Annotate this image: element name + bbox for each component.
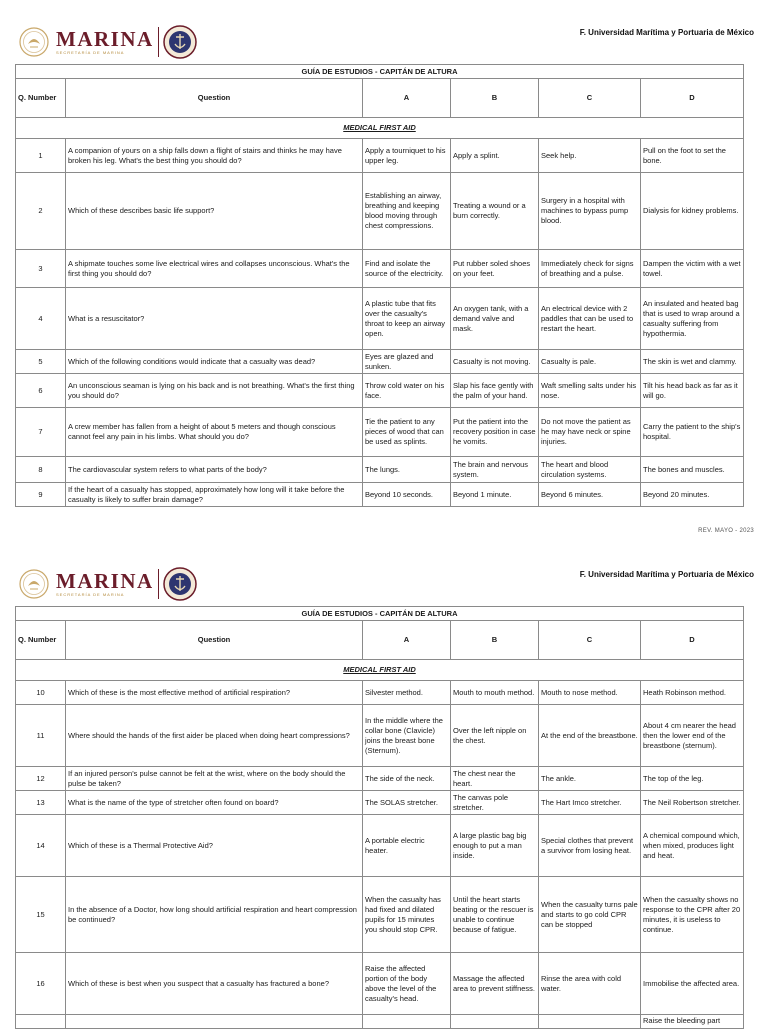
option-c: Surgery in a hospital with machines to bypass pump blood.	[539, 173, 641, 250]
option-c: When the casualty turns pale and starts to go cold CPR can be stopped	[539, 877, 641, 953]
option-a: Find and isolate the source of the electricity.	[363, 250, 451, 288]
logo-subtitle: SECRETARÍA DE MARINA	[56, 50, 125, 55]
page-header	[0, 0, 768, 60]
option-c: The heart and blood circulation systems.	[539, 457, 641, 483]
option-a: The lungs.	[363, 457, 451, 483]
naval-emblem-icon	[163, 567, 197, 601]
column-header-b: B	[451, 621, 539, 660]
table-row	[16, 374, 744, 408]
question-number: 5	[16, 350, 66, 374]
option-c: An electrical device with 2 paddles that can be used to restart the heart.	[539, 288, 641, 350]
column-header-a: A	[363, 621, 451, 660]
table-row	[16, 1015, 744, 1029]
option-c: The Hart Imco stretcher.	[539, 791, 641, 815]
table-row	[16, 791, 744, 815]
option-b: Put rubber soled shoes on your feet.	[451, 250, 539, 288]
option-c	[539, 1015, 641, 1029]
question-number: 1	[16, 139, 66, 173]
table-row	[16, 767, 744, 791]
institution-name: F. Universidad Marítima y Portuaria de México	[579, 28, 754, 37]
option-d: Dialysis for kidney problems.	[641, 173, 744, 250]
option-b: Treating a wound or a burn correctly.	[451, 173, 539, 250]
column-header-c: C	[539, 621, 641, 660]
question-text: An unconscious seaman is lying on his back and is not breathing. What's the first thing you should do?	[66, 374, 363, 408]
question-number: 16	[16, 953, 66, 1015]
option-b	[451, 1015, 539, 1029]
question-number: 15	[16, 877, 66, 953]
option-d: About 4 cm nearer the head then the lower end of the breastbone (sternum).	[641, 705, 744, 767]
option-d: Carry the patient to the ship's hospital.	[641, 408, 744, 457]
question-number: 8	[16, 457, 66, 483]
question-number: 4	[16, 288, 66, 350]
section-heading: MEDICAL FIRST AID	[16, 118, 744, 139]
table-row	[16, 173, 744, 250]
option-a: Apply a tourniquet to his upper leg.	[363, 139, 451, 173]
option-b: Massage the affected area to prevent stiffness.	[451, 953, 539, 1015]
option-a: Tie the patient to any pieces of wood that can be used as splints.	[363, 408, 451, 457]
table-row	[16, 815, 744, 877]
option-b: The chest near the heart.	[451, 767, 539, 791]
question-text: In the absence of a Doctor, how long should artificial respiration and heart compression be continued?	[66, 877, 363, 953]
question-text: A crew member has fallen from a height of about 5 meters and though conscious cannot feel any pain in his limbs. What should you do?	[66, 408, 363, 457]
question-text: What is a resuscitator?	[66, 288, 363, 350]
table-row	[16, 139, 744, 173]
mexican-eagle-seal-icon	[18, 568, 50, 600]
option-d: An insulated and heated bag that is used to wrap around a casualty suffering from hypothermia.	[641, 288, 744, 350]
option-c: At the end of the breastbone.	[539, 705, 641, 767]
option-c: Do not move the patient as he may have neck or spine injuries.	[539, 408, 641, 457]
question-text: Which of the following conditions would indicate that a casualty was dead?	[66, 350, 363, 374]
option-d: The bones and muscles.	[641, 457, 744, 483]
column-header-a: A	[363, 79, 451, 118]
marina-logo	[18, 564, 197, 604]
option-b: Over the left nipple on the chest.	[451, 705, 539, 767]
table-row	[16, 408, 744, 457]
option-c: Immediately check for signs of breathing and a pulse.	[539, 250, 641, 288]
option-b: The canvas pole stretcher.	[451, 791, 539, 815]
table-row	[16, 457, 744, 483]
table-row	[16, 350, 744, 374]
option-b: Slap his face gently with the palm of your hand.	[451, 374, 539, 408]
option-d: Pull on the foot to set the bone.	[641, 139, 744, 173]
question-number: 10	[16, 681, 66, 705]
question-number: 11	[16, 705, 66, 767]
revision-label: REV. MAYO - 2023	[698, 528, 754, 534]
table-title: GUÍA DE ESTUDIOS - CAPITÁN DE ALTURA	[16, 65, 744, 79]
option-b: Mouth to mouth method.	[451, 681, 539, 705]
question-text: The cardiovascular system refers to what parts of the body?	[66, 457, 363, 483]
option-b: Casualty is not moving.	[451, 350, 539, 374]
question-number: 14	[16, 815, 66, 877]
option-c: Waft smelling salts under his nose.	[539, 374, 641, 408]
option-b: Until the heart starts beating or the rescuer is unable to continue because of fatigue.	[451, 877, 539, 953]
option-a: The side of the neck.	[363, 767, 451, 791]
column-header-c: C	[539, 79, 641, 118]
question-number: 12	[16, 767, 66, 791]
section-heading: MEDICAL FIRST AID	[16, 660, 744, 681]
option-a: Raise the affected portion of the body above the level of the casualty's head.	[363, 953, 451, 1015]
question-text: A companion of yours on a ship falls down a flight of stairs and thinks he may have broken his leg. What's the best thing you should do?	[66, 139, 363, 173]
option-a: Silvester method.	[363, 681, 451, 705]
question-text: Which of these is the most effective method of artificial respiration?	[66, 681, 363, 705]
question-text: Which of these is best when you suspect that a casualty has fractured a bone?	[66, 953, 363, 1015]
table-title: GUÍA DE ESTUDIOS - CAPITÁN DE ALTURA	[16, 607, 744, 621]
option-d: A chemical compound which, when mixed, produces light and heat.	[641, 815, 744, 877]
option-c: Special clothes that prevent a survivor from losing heat.	[539, 815, 641, 877]
column-header-b: B	[451, 79, 539, 118]
question-text: What is the name of the type of stretcher often found on board?	[66, 791, 363, 815]
question-text: If an injured person's pulse cannot be felt at the wrist, where on the body should the pulse be taken?	[66, 767, 363, 791]
study-guide-table	[15, 606, 744, 1029]
question-number: 3	[16, 250, 66, 288]
question-text: Where should the hands of the first aider be placed when doing heart compressions?	[66, 705, 363, 767]
option-a	[363, 1015, 451, 1029]
option-b: Beyond 1 minute.	[451, 483, 539, 507]
option-a: Throw cold water on his face.	[363, 374, 451, 408]
table-header-row	[16, 621, 744, 660]
logo-divider	[158, 569, 159, 599]
question-number: 13	[16, 791, 66, 815]
option-a: A plastic tube that fits over the casualty's throat to keep an airway open.	[363, 288, 451, 350]
option-d: Immobilise the affected area.	[641, 953, 744, 1015]
question-number: 9	[16, 483, 66, 507]
logo-subtitle: SECRETARÍA DE MARINA	[56, 592, 125, 597]
option-a: Establishing an airway, breathing and keeping blood moving through chest compressions.	[363, 173, 451, 250]
table-row	[16, 877, 744, 953]
option-b: Apply a splint.	[451, 139, 539, 173]
question-text: Which of these describes basic life support?	[66, 173, 363, 250]
table-row	[16, 953, 744, 1015]
option-d: Tilt his head back as far as it will go.	[641, 374, 744, 408]
table-row	[16, 705, 744, 767]
option-d: When the casualty shows no response to the CPR after 20 minutes, it is useless to continue.	[641, 877, 744, 953]
option-c: Beyond 6 minutes.	[539, 483, 641, 507]
column-header-d: D	[641, 79, 744, 118]
table-row	[16, 288, 744, 350]
column-header-qnumber: Q. Number	[16, 621, 66, 660]
option-d: The Neil Robertson stretcher.	[641, 791, 744, 815]
option-c: Casualty is pale.	[539, 350, 641, 374]
logo-wordmark: MARINA	[56, 569, 154, 593]
option-a: Eyes are glazed and sunken.	[363, 350, 451, 374]
study-guide-table	[15, 64, 744, 507]
column-header-question: Question	[66, 79, 363, 118]
option-d: Beyond 20 minutes.	[641, 483, 744, 507]
column-header-question: Question	[66, 621, 363, 660]
option-a: The SOLAS stretcher.	[363, 791, 451, 815]
table-row	[16, 681, 744, 705]
option-c: Rinse the area with cold water.	[539, 953, 641, 1015]
table-row	[16, 250, 744, 288]
option-b: The brain and nervous system.	[451, 457, 539, 483]
option-d: Dampen the victim with a wet towel.	[641, 250, 744, 288]
logo-divider	[158, 27, 159, 57]
column-header-d: D	[641, 621, 744, 660]
mexican-eagle-seal-icon	[18, 26, 50, 58]
option-b: A large plastic bag big enough to put a man inside.	[451, 815, 539, 877]
institution-name: F. Universidad Marítima y Portuaria de México	[579, 570, 754, 579]
question-number: 6	[16, 374, 66, 408]
question-number: 2	[16, 173, 66, 250]
option-a: A portable electric heater.	[363, 815, 451, 877]
option-a: Beyond 10 seconds.	[363, 483, 451, 507]
option-a: When the casualty has had fixed and dilated pupils for 15 minutes you should stop CPR.	[363, 877, 451, 953]
question-text: If the heart of a casualty has stopped, approximately how long will it take before the casualty is likely to suffer brain damage?	[66, 483, 363, 507]
document-page-2	[0, 560, 768, 1024]
option-c: Mouth to nose method.	[539, 681, 641, 705]
option-a: In the middle where the collar bone (Clavicle) joins the breast bone (Sternum).	[363, 705, 451, 767]
naval-emblem-icon	[163, 25, 197, 59]
option-d: Raise the bleeding part	[641, 1015, 744, 1029]
marina-logo	[18, 22, 197, 62]
question-number	[16, 1015, 66, 1029]
option-d: The skin is wet and clammy.	[641, 350, 744, 374]
question-number: 7	[16, 408, 66, 457]
question-text	[66, 1015, 363, 1029]
option-d: The top of the leg.	[641, 767, 744, 791]
option-c: Seek help.	[539, 139, 641, 173]
option-b: An oxygen tank, with a demand valve and mask.	[451, 288, 539, 350]
table-row	[16, 483, 744, 507]
question-text: A shipmate touches some live electrical wires and collapses unconscious. What's the first thing you should do?	[66, 250, 363, 288]
option-c: The ankle.	[539, 767, 641, 791]
question-text: Which of these is a Thermal Protective Aid?	[66, 815, 363, 877]
column-header-qnumber: Q. Number	[16, 79, 66, 118]
table-header-row	[16, 79, 744, 118]
logo-wordmark: MARINA	[56, 27, 154, 51]
option-d: Heath Robinson method.	[641, 681, 744, 705]
option-b: Put the patient into the recovery position in case he vomits.	[451, 408, 539, 457]
